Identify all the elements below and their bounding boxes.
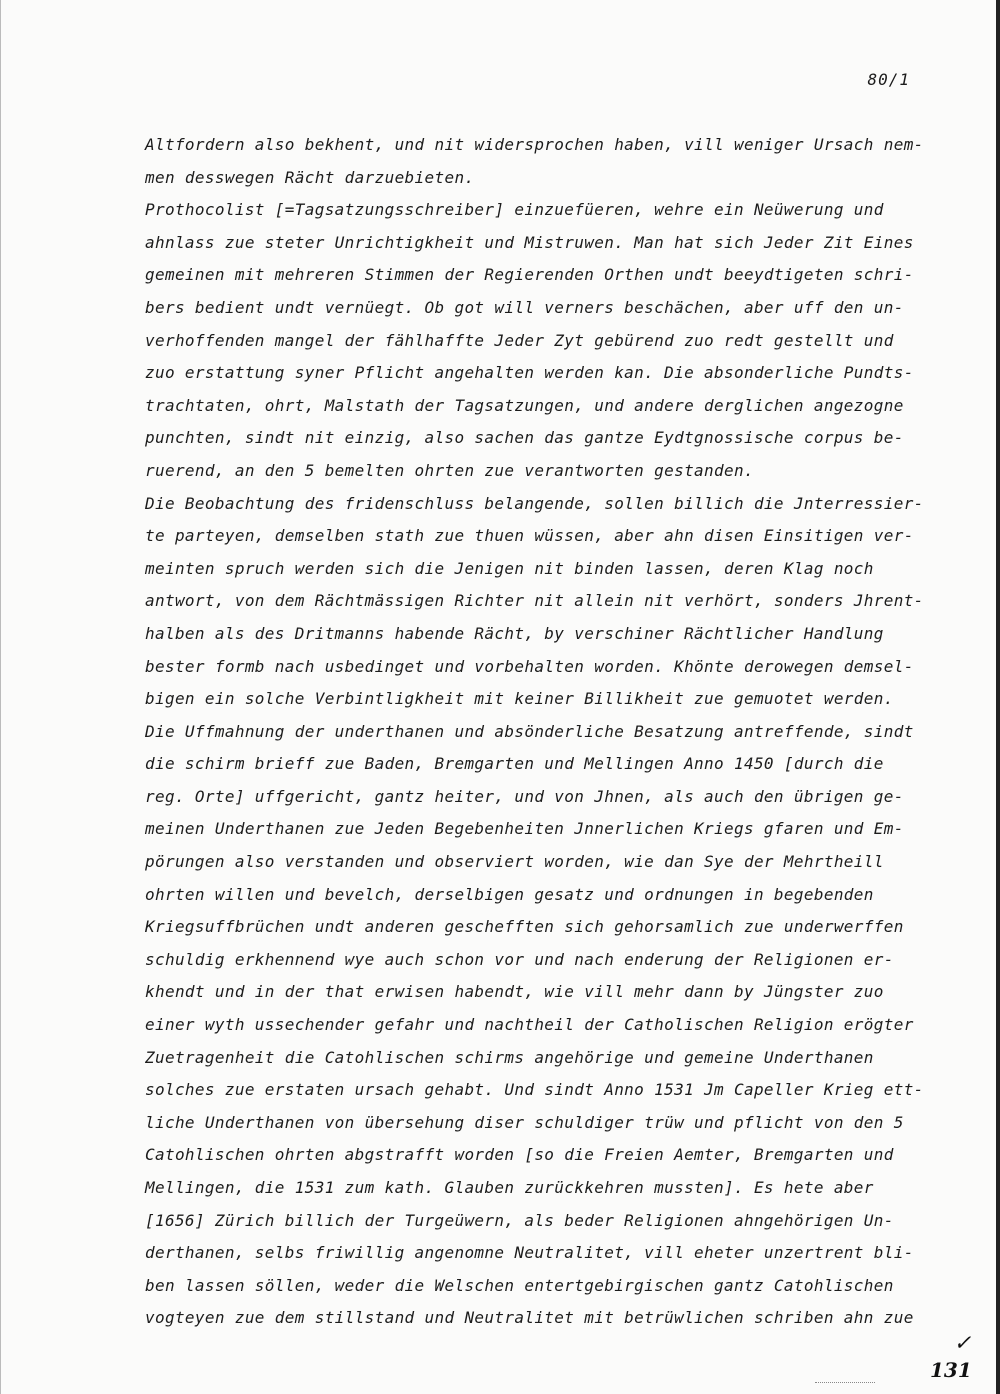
text-line: Zuetragenheit die Catohlischen schirms angehörige und gemeine Underthanen — [145, 1047, 874, 1067]
text-line: derthanen, selbs friwillig angenomne Neutralitet, vill eheter unzertrent bli- — [145, 1243, 914, 1263]
text-line: liche Underthanen von übersehung diser schuldiger trüw und pflicht von den 5 — [145, 1112, 904, 1132]
text-line: schuldig erkhennend wye auch schon vor und nach enderung der Religionen er- — [145, 949, 894, 969]
text-line: bers bedient undt vernüegt. Ob got will verners beschächen, aber uff den un- — [145, 297, 904, 317]
text-line: Mellingen, die 1531 zum kath. Glauben zurückkehren mussten]. Es hete aber — [145, 1178, 874, 1197]
scan-smudge — [815, 1382, 875, 1385]
text-line: verhoffenden mangel der fählhaffte Jeder Zyt gebürend zuo redt gestellt und — [145, 330, 894, 350]
text-line: Altfordern also bekhent, und nit widersprochen haben, vill weniger Ursach nem- — [145, 135, 924, 154]
text-line: te parteyen, demselben stath zue thuen wüssen, aber ahn disen Einsitigen ver- — [145, 526, 914, 546]
scan-edge-left — [0, 0, 1, 1394]
text-line: meinen Underthanen zue Jeden Begebenheiten Jnnerlichen Kriegs gfaren und Em- — [145, 819, 904, 839]
text-line: Kriegsuffbrüchen undt anderen geschefften sich gehorsamlich zue underwerffen — [145, 917, 904, 937]
text-line: antwort, von dem Rächtmässigen Richter nit allein nit verhört, sonders Jhrent- — [145, 591, 924, 611]
text-line: vogteyen zue dem stillstand und Neutralitet mit betrüwlichen schriben ahn zue — [145, 1308, 914, 1328]
text-line: reg. Orte] uffgericht, gantz heiter, und von Jhnen, als auch den übrigen ge- — [145, 786, 904, 806]
text-line: khendt und in der that erwisen habendt, wie vill mehr dann by Jüngster zuo — [145, 982, 884, 1002]
text-line: Die Beobachtung des fridenschluss belangende, sollen billich die Jnterressier- — [145, 493, 924, 513]
text-line: halben als des Dritmanns habende Rächt, by verschiner Rächtlicher Handlung — [145, 623, 884, 643]
text-line: die schirm brieff zue Baden, Bremgarten und Mellingen Anno 1450 [durch die — [145, 754, 884, 774]
text-line: solches zue erstaten ursach gehabt. Und sindt Anno 1531 Jm Capeller Krieg ett- — [145, 1080, 924, 1100]
text-line: trachtaten, ohrt, Malstath der Tagsatzungen, und andere derglichen angezogne — [145, 395, 904, 415]
typescript-body — [145, 129, 925, 1335]
text-line: einer wyth ussechender gefahr und nachtheil der Catholischen Religion erögter — [145, 1015, 914, 1035]
text-line: Catohlischen ohrten abgstrafft worden [so die Freien Aemter, Bremgarten und — [145, 1145, 894, 1165]
text-line: ohrten willen und bevelch, derselbigen gesatz und ordnungen in begebenden — [145, 884, 874, 904]
text-line: bester formb nach usbedinget und vorbehalten worden. Khönte derowegen demsel- — [145, 656, 914, 676]
scan-edge-right — [996, 0, 1000, 1394]
page-number: 80/1 — [867, 70, 910, 89]
text-line: bigen ein solche Verbintligkheit mit keiner Billikheit zue gemuotet werden. — [145, 689, 894, 709]
text-line: men desswegen Rächt darzuebieten. — [145, 167, 475, 187]
text-line: Die Uffmahnung der underthanen und absönderliche Besatzung antreffende, sindt — [145, 721, 914, 741]
text-line: ruerend, an den 5 bemelten ohrten zue verantworten gestanden. — [145, 460, 754, 480]
text-line: gemeinen mit mehreren Stimmen der Regierenden Orthen undt beeydtigeten schri- — [145, 265, 914, 285]
margin-checkmark: ✓ — [955, 1328, 970, 1356]
text-line: pörungen also verstanden und observiert worden, wie dan Sye der Mehrtheill — [145, 852, 884, 872]
text-line: punchten, sindt nit einzig, also sachen das gantze Eydtgnossische corpus be- — [145, 428, 904, 448]
handwritten-folio-number: 131 — [930, 1358, 972, 1382]
text-line: ahnlass zue steter Unrichtigkheit und Mistruwen. Man hat sich Jeder Zit Eines — [145, 232, 914, 252]
text-line: ben lassen söllen, weder die Welschen entertgebirgischen gantz Catohlischen — [145, 1275, 894, 1295]
text-line: zuo erstattung syner Pflicht angehalten werden kan. Die absonderliche Pundts- — [145, 363, 914, 383]
text-line: meinten spruch werden sich die Jenigen nit binden lassen, deren Klag noch — [145, 558, 874, 578]
text-line: [1656] Zürich billich der Turgeüwern, als beder Religionen ahngehörigen Un- — [145, 1210, 894, 1230]
text-line: Prothocolist [=Tagsatzungsschreiber] einzuefüeren, wehre ein Neüwerung und — [145, 200, 884, 220]
